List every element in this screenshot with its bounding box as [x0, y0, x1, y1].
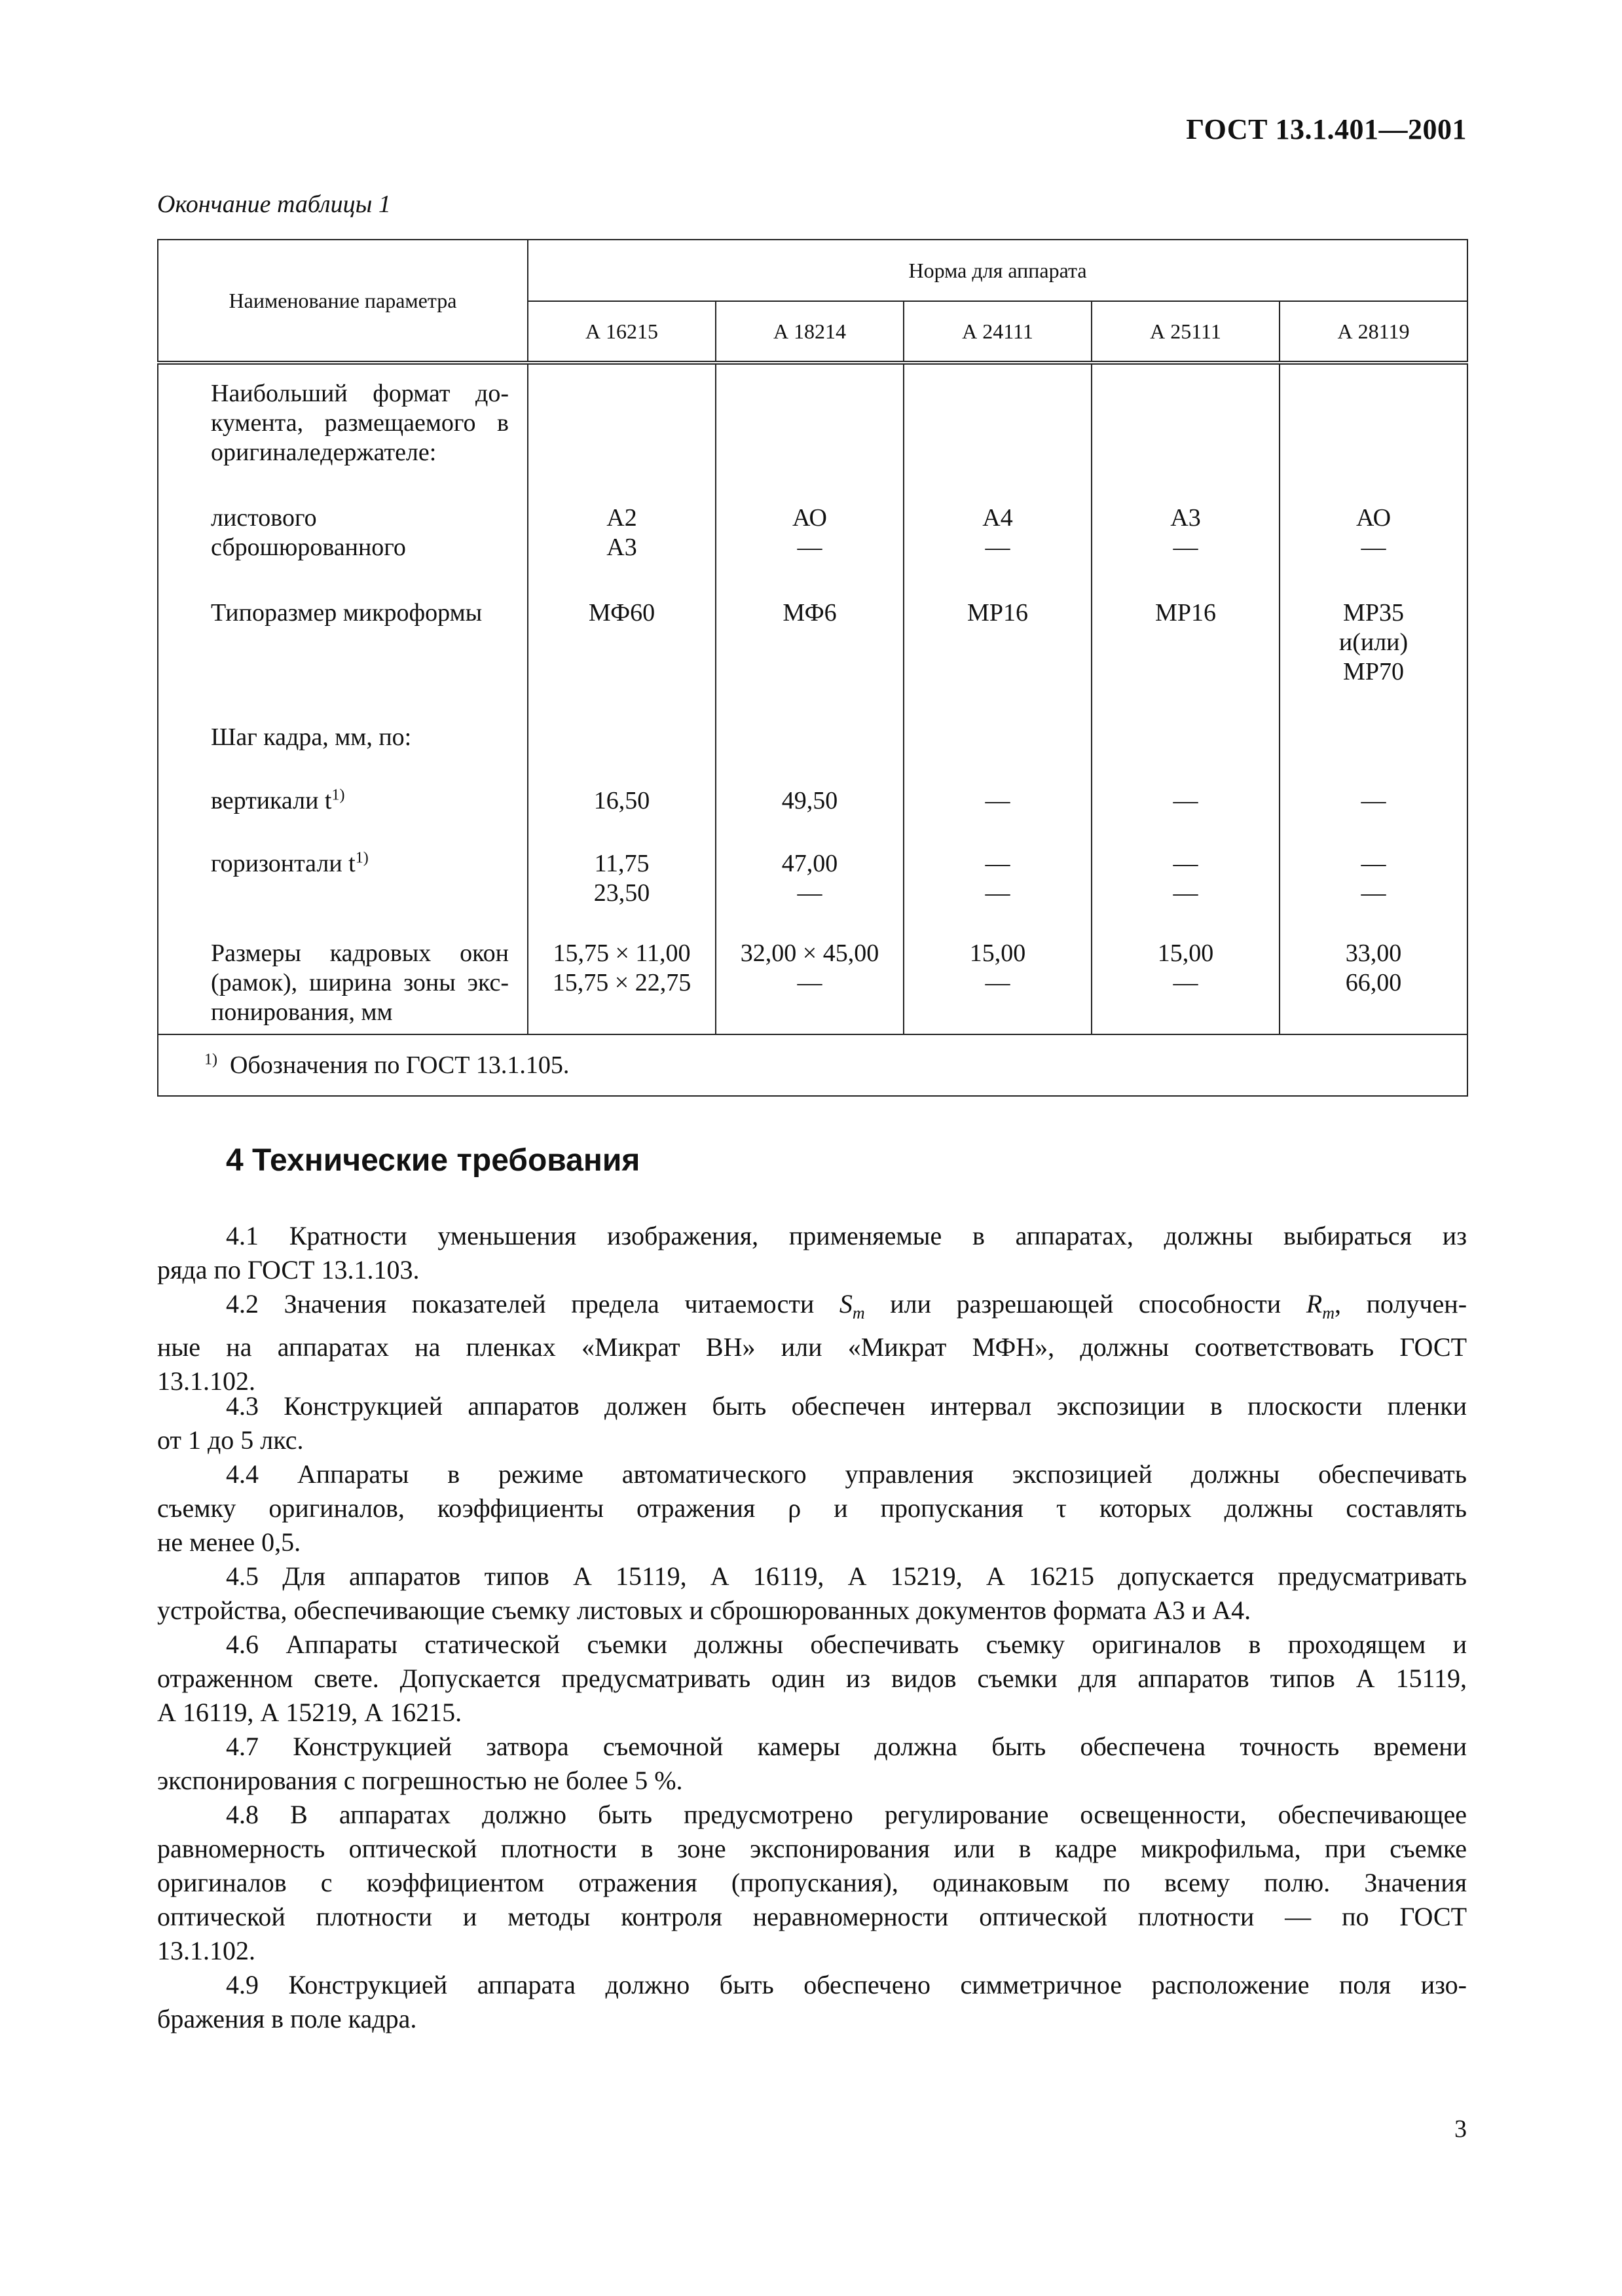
- microform-value: МФ60: [588, 599, 655, 627]
- vertical-value: —: [1361, 787, 1386, 814]
- device-column: [1092, 363, 1280, 1034]
- paragraph-4-1: 4.1 Кратности уменьшения изображения, применяемые в аппаратах, должны выбираться из ряда по ГОСТ 13.1.103.: [157, 1221, 1467, 1285]
- device-column: [716, 363, 904, 1034]
- frame-value: 32,00 × 45,00: [740, 939, 879, 967]
- sheet-value: А2: [606, 504, 637, 532]
- table-footnote: $^{1)}$ Обозначения по ГОСТ 13.1.105.: [158, 1034, 1467, 1096]
- frame-label: Размеры кадровых окон (рамок), ширина зоны экс- понирования, мм: [211, 939, 509, 1026]
- step-label: Шаг кадра, мм, по:: [211, 723, 412, 751]
- param-header: Наименование параметра: [158, 240, 528, 363]
- vertical-value: —: [1173, 787, 1198, 814]
- device-header: А 28119: [1280, 301, 1467, 363]
- frame-value: 15,75 × 11,00: [553, 939, 691, 967]
- microform-value: МФ6: [783, 599, 837, 627]
- frame-value: 15,00: [1157, 939, 1214, 967]
- sheet-value: А4: [982, 504, 1013, 532]
- horizontal-value: —: [1361, 850, 1386, 877]
- horizontal-value: —: [1173, 850, 1198, 877]
- horizontal-value: —: [1361, 879, 1386, 907]
- standard-number: ГОСТ 13.1.401—2001: [1186, 113, 1467, 145]
- microform-value: МР35: [1343, 599, 1404, 627]
- horizontal-value: —: [985, 879, 1010, 907]
- sheet-value: АО: [1356, 504, 1392, 532]
- sheet-value: А3: [1170, 504, 1201, 532]
- horizontal-value: —: [1173, 879, 1198, 907]
- horizontal-label: горизонтали $t^{1)}$: [211, 849, 369, 877]
- paragraph-4-4: 4.4 Аппараты в режиме автоматического управления экспозицией должны обеспечивать съемку оригиналов, коэффициенты отражения ρ и пропускания τ которых должны составлять не менее 0,5.: [157, 1459, 1467, 1557]
- frame-value: 15,00: [969, 939, 1026, 967]
- format-label: Наибольший формат до- кумента, размещаемого в оригиналедержателе:: [211, 380, 509, 466]
- bound-value: А3: [606, 534, 637, 561]
- frame-value: 15,75 × 22,75: [552, 969, 691, 996]
- page-number: 3: [1454, 2115, 1467, 2143]
- microform-label: Типоразмер микроформы: [211, 599, 483, 627]
- section-title: 4 Технические требования: [226, 1143, 640, 1178]
- frame-value: —: [985, 969, 1010, 996]
- frame-value: —: [797, 969, 822, 996]
- horizontal-value: 11,75: [594, 850, 650, 877]
- microform-value: МР16: [967, 599, 1028, 627]
- frame-value: 66,00: [1345, 969, 1402, 996]
- paragraph-4-9: 4.9 Конструкцией аппарата должно быть обеспечено симметричное расположение поля изо- бражения в поле кадра.: [157, 1970, 1467, 2033]
- vertical-value: 49,50: [781, 787, 838, 814]
- device-header: А 25111: [1092, 301, 1280, 363]
- device-header: А 24111: [904, 301, 1092, 363]
- paragraph-4-6: 4.6 Аппараты статической съемки должны обеспечивать съемку оригиналов в проходящем и отраженном свете. Допускается предусматривать один из видов съемки для аппаратов типов А 15119, А 16119, А 15219, А 16215.: [157, 1630, 1467, 1727]
- device-header: А 18214: [716, 301, 904, 363]
- vertical-label: вертикали $t^{1)}$: [211, 786, 345, 814]
- frame-value: —: [1173, 969, 1198, 996]
- bound-value: —: [1361, 534, 1386, 561]
- horizontal-value: 47,00: [781, 850, 838, 877]
- frame-value: 33,00: [1345, 939, 1402, 967]
- paragraph-4-8: 4.8 В аппаратах должно быть предусмотрено регулирование освещенности, обеспечивающее равномерность оптической плотности в зоне экспонирования или в кадре микрофильма, при съемке оригиналов с коэффициентом отражения (пропускания), одинаковым по всему полю. Значения оптической плотности и методы контроля неравномерности оптической плотности — по ГОСТ 13.1.102.: [157, 1800, 1467, 1965]
- paragraph-4-2: 4.2 Значения показателей предела читаемости $S_m$ или разрешающей способности $R_m$, получен- ные на аппаратах на пленках «Микрат ВН» или «Микрат МФН», должны соответствовать ГОСТ 13.1.102.: [157, 1289, 1467, 1396]
- vertical-value: 16,50: [593, 787, 650, 814]
- horizontal-value: —: [985, 850, 1010, 877]
- paragraph-4-5: 4.5 Для аппаратов типов А 15119, А 16119, А 15219, А 16215 допускается предусматривать устройства, обеспечивающие съемку листовых и сброшюрованных документов формата А3 и А4.: [157, 1561, 1467, 1625]
- bound-value: —: [1173, 534, 1198, 561]
- paragraph-4-7: 4.7 Конструкцией затвора съемочной камеры должна быть обеспечена точность времени экспонирования с погрешностью не более 5 %.: [157, 1732, 1467, 1795]
- sheet-value: АО: [792, 504, 827, 532]
- norm-header: Норма для аппарата: [528, 240, 1467, 301]
- microform-value-extra: МР70: [1343, 658, 1404, 685]
- bound-value: —: [985, 534, 1010, 561]
- bound-value: —: [797, 534, 822, 561]
- device-header: А 16215: [528, 301, 716, 363]
- device-column: [1280, 363, 1467, 1034]
- vertical-value: —: [985, 787, 1010, 814]
- parameters-table: [157, 239, 1468, 1097]
- table-caption: Окончание таблицы 1: [157, 191, 391, 218]
- horizontal-value: 23,50: [593, 879, 650, 907]
- horizontal-value: —: [797, 879, 822, 907]
- paragraph-4-3: 4.3 Конструкцией аппаратов должен быть обеспечен интервал экспозиции в плоскости пленки от 1 до 5 лкс.: [157, 1391, 1467, 1455]
- microform-value: МР16: [1155, 599, 1216, 627]
- device-column: [904, 363, 1092, 1034]
- device-column: [528, 363, 716, 1034]
- microform-value-extra: и(или): [1338, 629, 1409, 656]
- bound-label: сброшюрованного: [211, 534, 406, 561]
- param-column: [158, 363, 528, 1034]
- sheet-label: листового: [211, 504, 317, 532]
